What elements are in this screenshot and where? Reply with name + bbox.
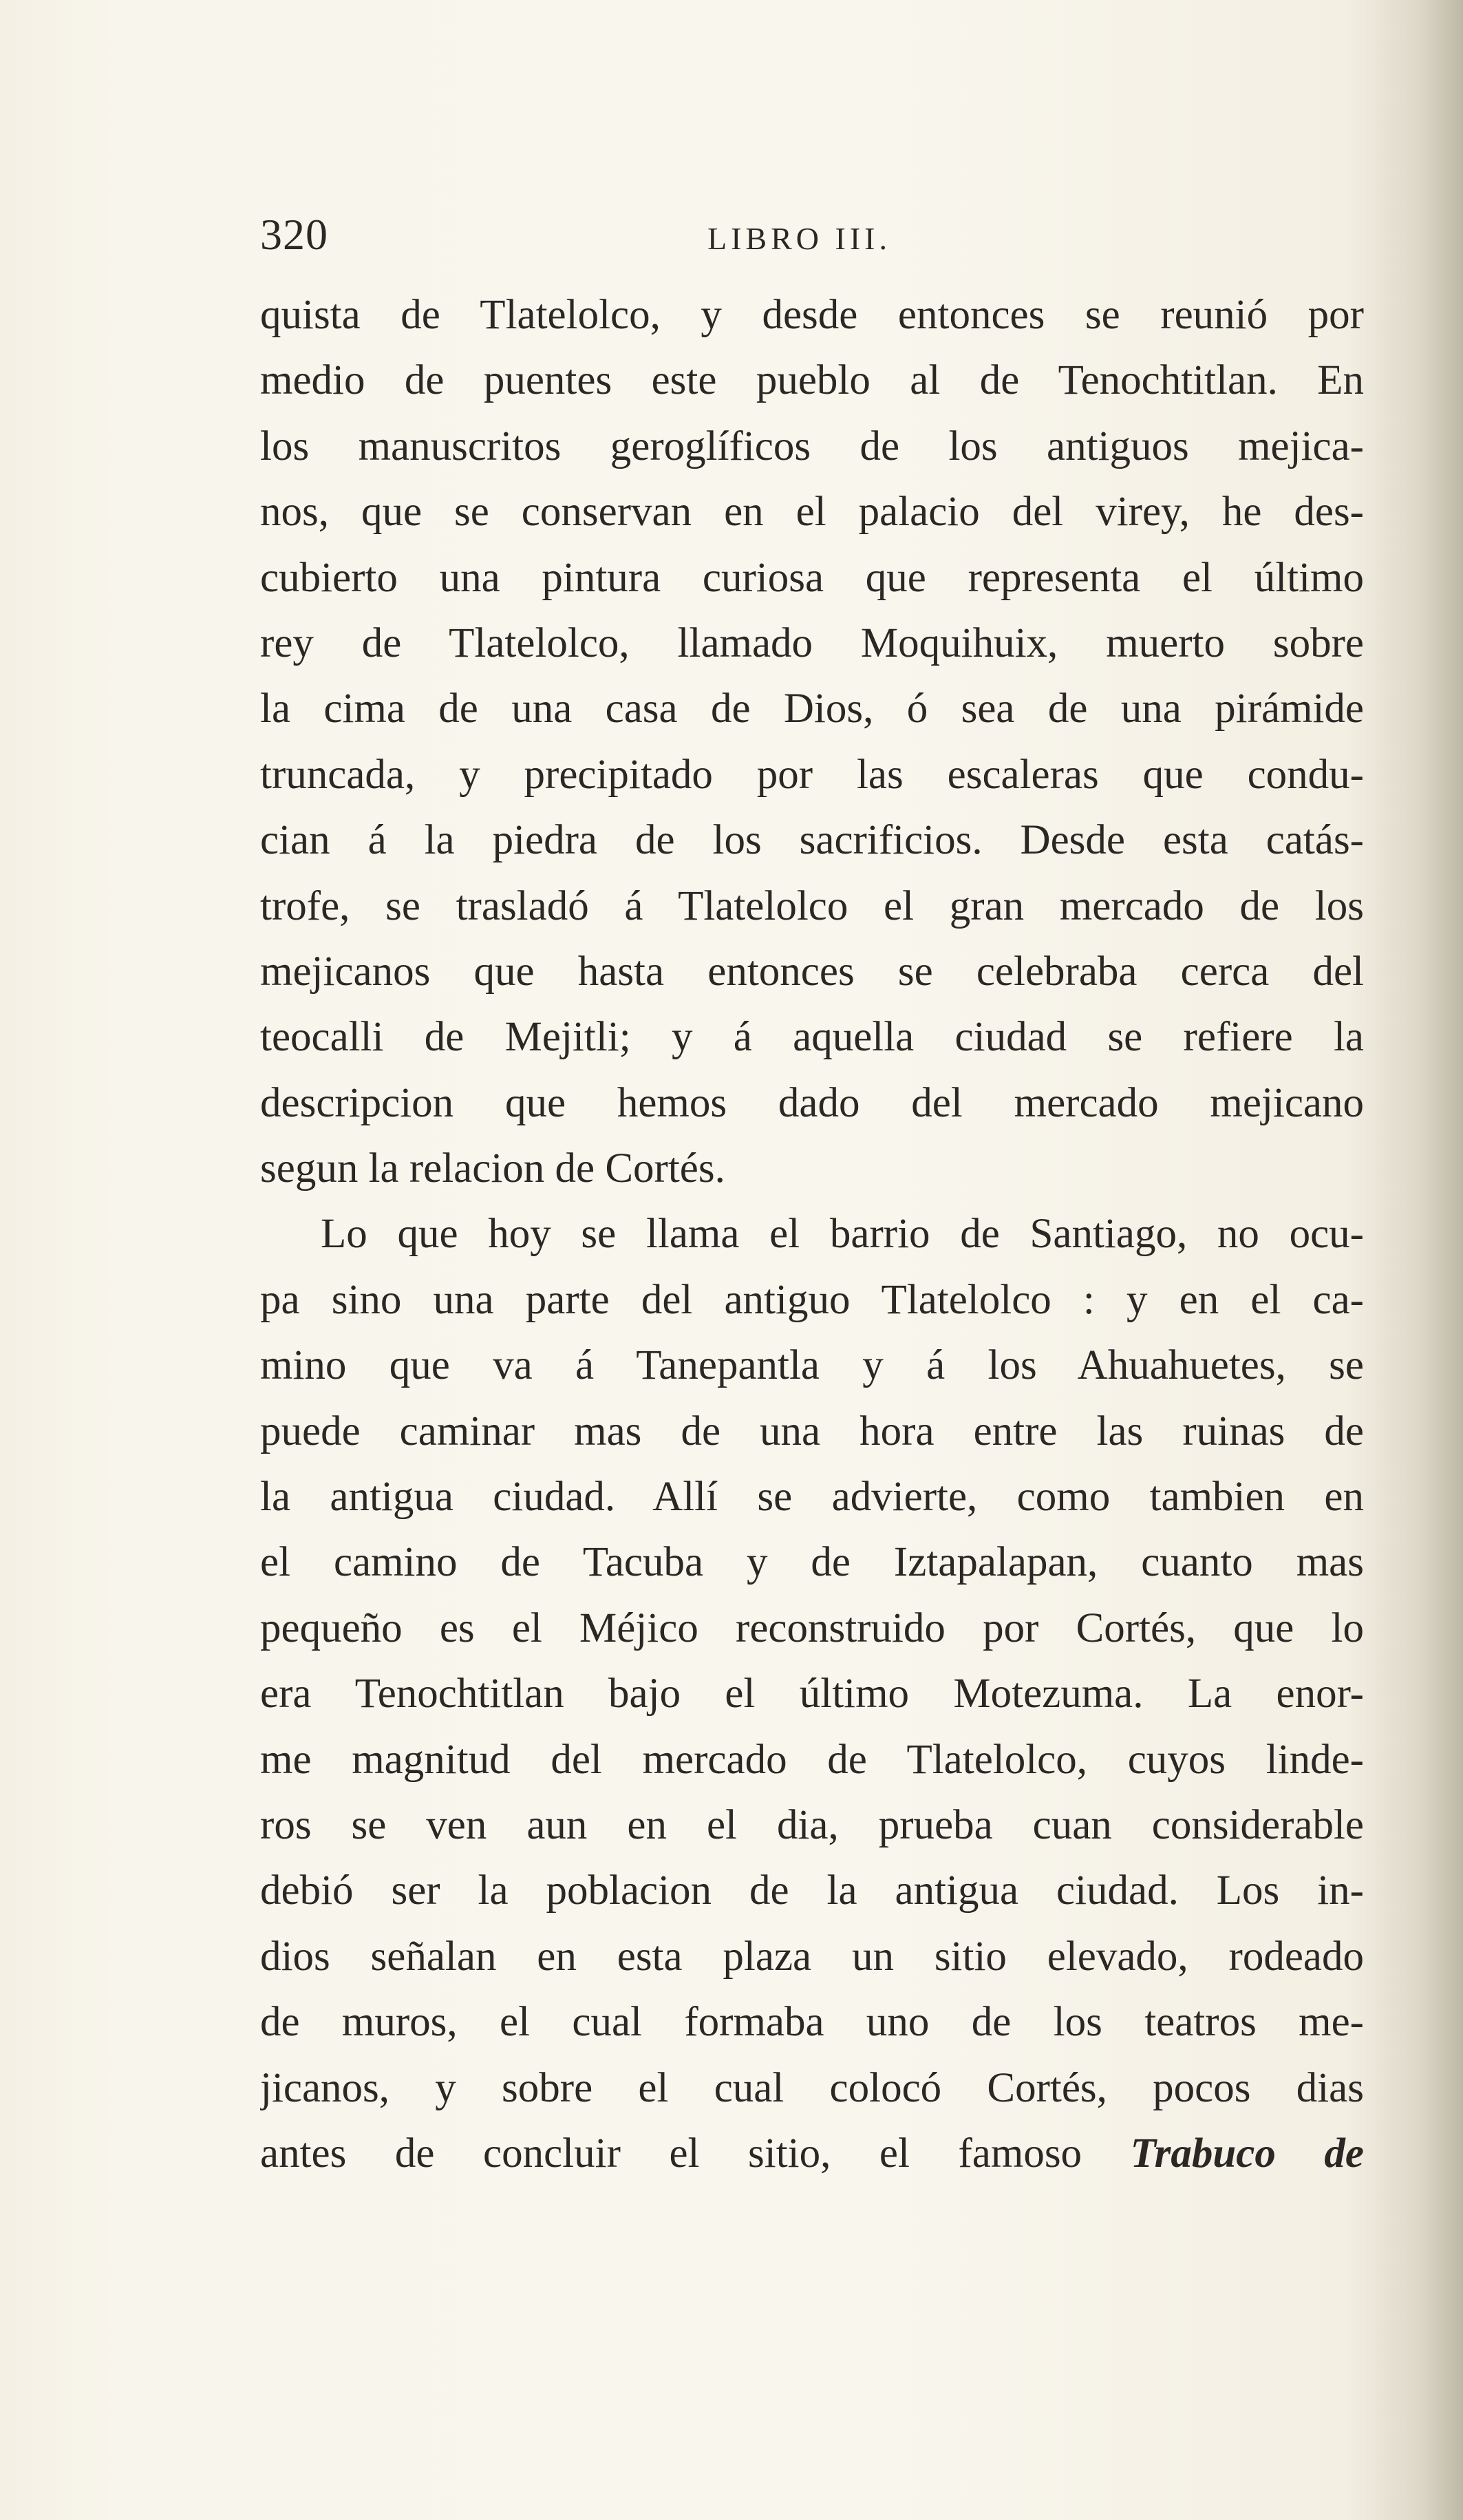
running-head: LIBRO III. — [707, 221, 891, 256]
text-line: nos, que se conservan en el palacio del virey, he des- — [260, 489, 1364, 536]
text-line: jicanos, y sobre el cual colocó Cortés, pocos dias — [260, 2064, 1364, 2111]
text-line: ros se ven aun en el dia, prueba cuan considerable — [260, 1801, 1364, 1848]
text-line: la cima de una casa de Dios, ó sea de una pirámide — [260, 686, 1364, 732]
text-line: me magnitud del mercado de Tlatelolco, cuyos linde- — [260, 1736, 1364, 1783]
text-line: mejicanos que hasta entonces se celebraba cerca del — [260, 948, 1364, 995]
text-line: cubierto una pintura curiosa que representa el último — [260, 554, 1364, 601]
text-line: truncada, y precipitado por las escaleras que condu- — [260, 751, 1364, 798]
text-line: descripcion que hemos dado del mercado mejicano — [260, 1079, 1364, 1126]
paragraph-end-line: segun la relacion de Cortés. — [260, 1145, 725, 1192]
text-line: mino que va á Tanepantla y á los Ahuahuetes, se — [260, 1342, 1364, 1389]
text-line: la antigua ciudad. Allí se advierte, como tambien en — [260, 1474, 1364, 1521]
text-line: trofe, se trasladó á Tlatelolco el gran mercado de los — [260, 882, 1364, 929]
final-text-line — [260, 2121, 1364, 2186]
body-text — [260, 282, 1364, 2186]
text-line: los manuscritos geroglíficos de los antiguos mejica- — [260, 423, 1364, 469]
page-header — [260, 204, 1364, 266]
text-line: cian á la piedra de los sacrificios. Desde esta catás- — [260, 817, 1364, 864]
paragraph-first-line: Lo que hoy se llama el barrio de Santiago, no ocu- — [321, 1211, 1364, 1258]
text-line: pa sino una parte del antiguo Tlatelolco : y en el ca- — [260, 1276, 1364, 1323]
page-number: 320 — [260, 210, 328, 259]
text-line: teocalli de Mejitli; y á aquella ciudad se refiere la — [260, 1014, 1364, 1061]
italic-term: Trabuco de — [1130, 2130, 1364, 2177]
text-line: era Tenochtitlan bajo el último Motezuma. La enor- — [260, 1671, 1364, 1717]
text-line: dios señalan en esta plaza un sitio elevado, rodeado — [260, 1933, 1364, 1980]
final-line-text: antes de concluir el sitio, el famoso — [260, 2130, 1082, 2177]
text-line: debió ser la poblacion de la antigua ciudad. Los in- — [260, 1867, 1364, 1914]
text-line: rey de Tlatelolco, llamado Moquihuix, muerto sobre — [260, 620, 1364, 666]
text-line: el camino de Tacuba y de Iztapalapan, cuanto mas — [260, 1539, 1364, 1586]
text-line: de muros, el cual formaba uno de los teatros me- — [260, 1999, 1364, 2046]
text-line: quista de Tlatelolco, y desde entonces se reunió por — [260, 292, 1364, 338]
text-line: medio de puentes este pueblo al de Tenochtitlan. En — [260, 357, 1364, 404]
text-line: puede caminar mas de una hora entre las ruinas de — [260, 1408, 1364, 1454]
text-line: pequeño es el Méjico reconstruido por Cortés, que lo — [260, 1605, 1364, 1651]
